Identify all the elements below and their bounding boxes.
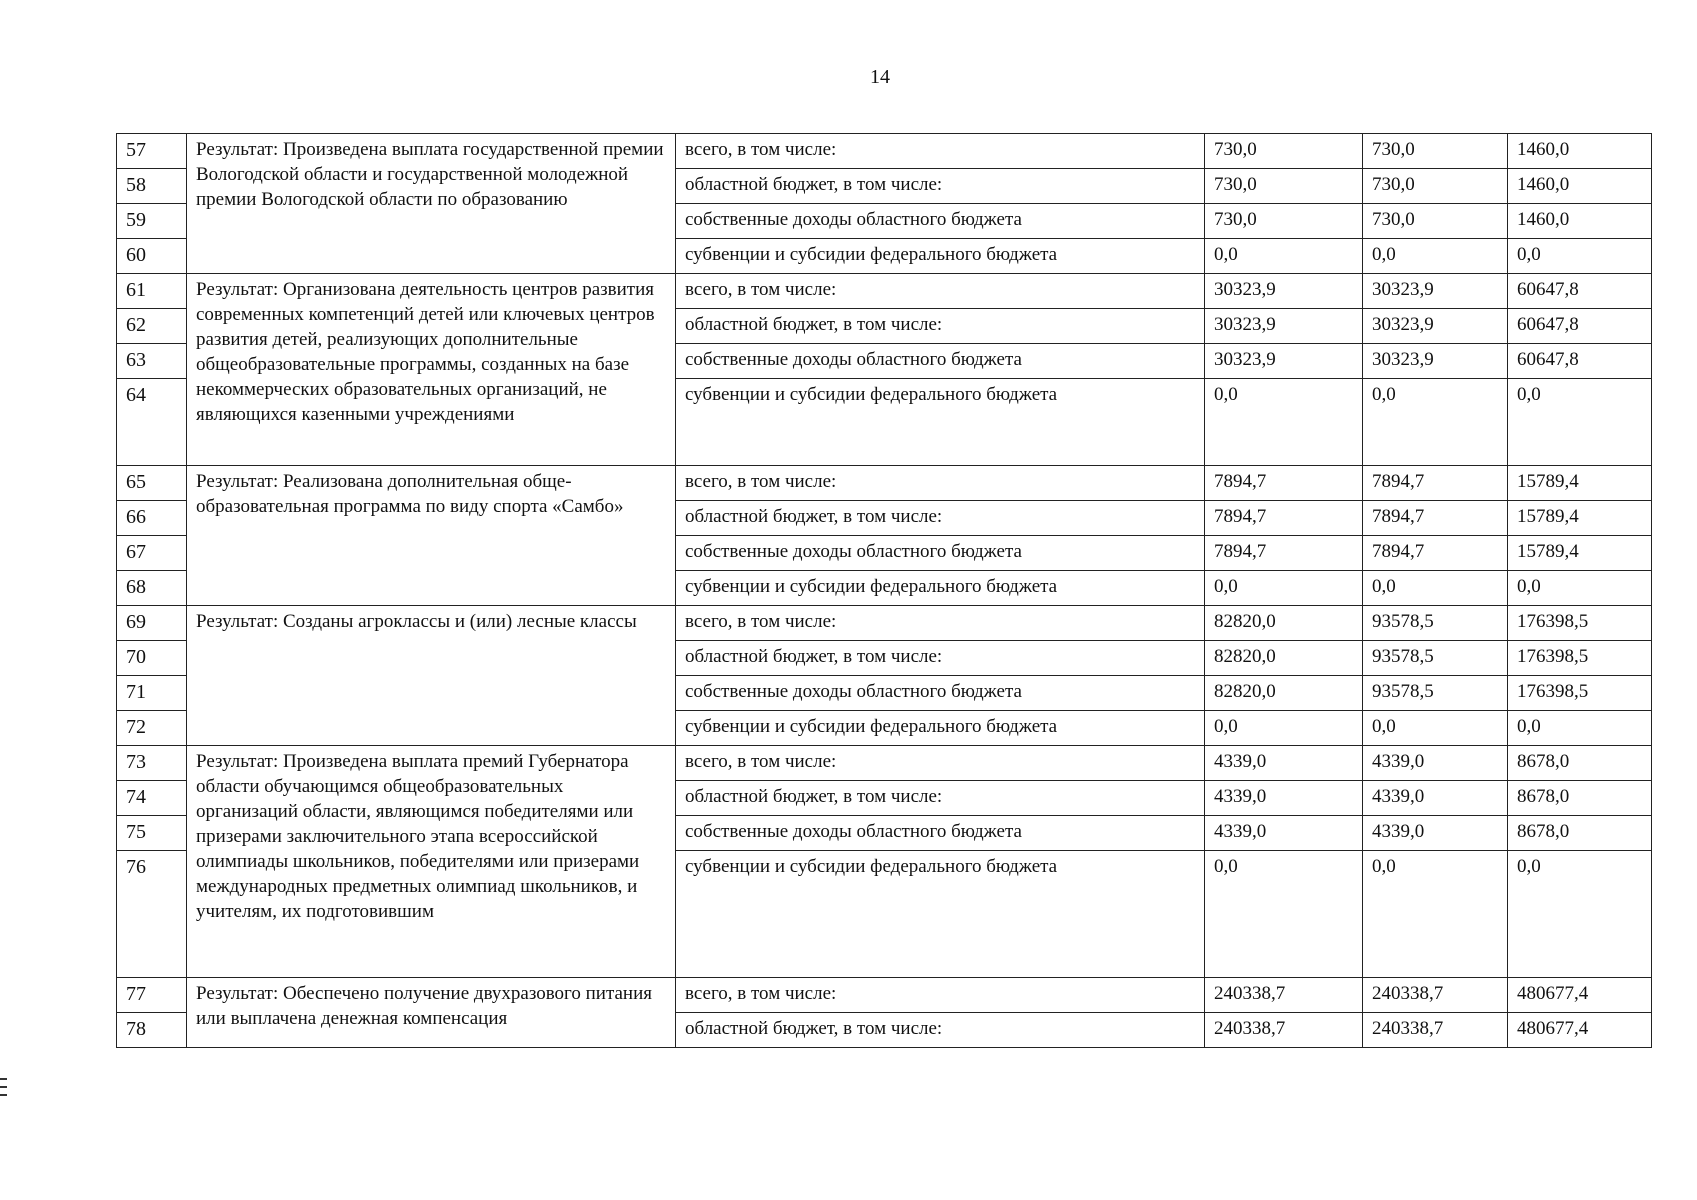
value-total: 15789,4 [1508,536,1652,571]
value-year-1: 730,0 [1205,134,1363,169]
row-number: 65 [117,466,187,501]
result-description: Результат: Организована деятельность центров развития современных компетенций детей или ключевых центров развития детей, реализующих дополнительные общеобразовательные программы, созданных на базе некоммерческих образовательных организаций, не являющихся казенными учреждениями [187,274,676,466]
value-year-2: 30323,9 [1363,274,1508,309]
row-number: 69 [117,606,187,641]
funding-source: всего, в том числе: [676,746,1205,781]
funding-source: областной бюджет, в том числе: [676,309,1205,344]
scan-edge-mark [0,1078,7,1080]
value-year-2: 240338,7 [1363,978,1508,1013]
row-number: 67 [117,536,187,571]
value-year-2: 730,0 [1363,169,1508,204]
funding-source: областной бюджет, в том числе: [676,1013,1205,1048]
value-year-2: 730,0 [1363,204,1508,239]
scan-edge-mark [0,1086,7,1088]
row-number: 68 [117,571,187,606]
row-number: 73 [117,746,187,781]
row-number: 72 [117,711,187,746]
funding-source: собственные доходы областного бюджета [676,204,1205,239]
value-total: 1460,0 [1508,134,1652,169]
funding-source: субвенции и субсидии федерального бюджета [676,851,1205,978]
value-year-1: 240338,7 [1205,1013,1363,1048]
value-year-2: 7894,7 [1363,466,1508,501]
funding-source: всего, в том числе: [676,466,1205,501]
value-total: 8678,0 [1508,781,1652,816]
row-number: 75 [117,816,187,851]
value-year-2: 7894,7 [1363,536,1508,571]
result-description: Результат: Произведена выплата государственной премии Вологодской области и государственной молодежной премии Вологодской области по образованию [187,134,676,274]
row-number: 64 [117,379,187,466]
funding-source: субвенции и субсидии федерального бюджета [676,571,1205,606]
value-year-2: 0,0 [1363,851,1508,978]
value-total: 8678,0 [1508,816,1652,851]
value-year-1: 4339,0 [1205,781,1363,816]
value-year-1: 30323,9 [1205,274,1363,309]
value-year-1: 7894,7 [1205,536,1363,571]
value-year-1: 30323,9 [1205,309,1363,344]
value-year-1: 730,0 [1205,169,1363,204]
result-description: Результат: Созданы агроклассы и (или) лесные классы [187,606,676,746]
table-row [117,978,1652,1013]
row-number: 61 [117,274,187,309]
value-year-2: 240338,7 [1363,1013,1508,1048]
budget-table [116,133,1652,1048]
value-year-2: 0,0 [1363,379,1508,466]
value-total: 60647,8 [1508,274,1652,309]
row-number: 76 [117,851,187,978]
value-year-2: 4339,0 [1363,816,1508,851]
value-year-2: 7894,7 [1363,501,1508,536]
funding-source: собственные доходы областного бюджета [676,676,1205,711]
row-number: 78 [117,1013,187,1048]
table-row [117,274,1652,309]
value-total: 1460,0 [1508,169,1652,204]
value-year-2: 0,0 [1363,571,1508,606]
value-year-2: 730,0 [1363,134,1508,169]
row-number: 66 [117,501,187,536]
value-year-1: 730,0 [1205,204,1363,239]
funding-source: собственные доходы областного бюджета [676,536,1205,571]
funding-source: всего, в том числе: [676,134,1205,169]
value-year-1: 4339,0 [1205,816,1363,851]
row-number: 57 [117,134,187,169]
value-year-1: 0,0 [1205,571,1363,606]
value-year-1: 82820,0 [1205,641,1363,676]
row-number: 58 [117,169,187,204]
value-year-2: 0,0 [1363,711,1508,746]
scan-edge-mark [0,1094,7,1096]
value-year-1: 30323,9 [1205,344,1363,379]
value-total: 0,0 [1508,239,1652,274]
value-total: 15789,4 [1508,466,1652,501]
value-year-2: 93578,5 [1363,641,1508,676]
value-total: 1460,0 [1508,204,1652,239]
value-total: 8678,0 [1508,746,1652,781]
funding-source: всего, в том числе: [676,978,1205,1013]
value-year-1: 0,0 [1205,379,1363,466]
value-total: 0,0 [1508,379,1652,466]
value-year-1: 82820,0 [1205,676,1363,711]
funding-source: всего, в том числе: [676,606,1205,641]
value-year-2: 30323,9 [1363,309,1508,344]
value-total: 0,0 [1508,571,1652,606]
value-year-2: 93578,5 [1363,676,1508,711]
funding-source: субвенции и субсидии федерального бюджета [676,379,1205,466]
page-number: 14 [870,66,890,88]
value-total: 176398,5 [1508,606,1652,641]
table-row [117,466,1652,501]
value-total: 480677,4 [1508,978,1652,1013]
row-number: 71 [117,676,187,711]
funding-source: всего, в том числе: [676,274,1205,309]
value-year-2: 0,0 [1363,239,1508,274]
value-year-1: 0,0 [1205,711,1363,746]
row-number: 63 [117,344,187,379]
value-year-1: 7894,7 [1205,466,1363,501]
value-total: 176398,5 [1508,641,1652,676]
table-row [117,134,1652,169]
funding-source: областной бюджет, в том числе: [676,641,1205,676]
value-total: 60647,8 [1508,309,1652,344]
funding-source: собственные доходы областного бюджета [676,344,1205,379]
value-year-1: 82820,0 [1205,606,1363,641]
value-year-1: 240338,7 [1205,978,1363,1013]
result-description: Результат: Произведена выплата премий Губернатора области обучающимся общеобразовательных организаций области, являющимся победителями или призерами заключительного этапа всероссийской олимпиады школьников, победителями или призерами международных предметных олимпиад школьников, и учителям, их подготовившим [187,746,676,978]
row-number: 77 [117,978,187,1013]
value-year-2: 30323,9 [1363,344,1508,379]
value-year-1: 4339,0 [1205,746,1363,781]
row-number: 59 [117,204,187,239]
value-total: 60647,8 [1508,344,1652,379]
value-year-1: 0,0 [1205,851,1363,978]
funding-source: собственные доходы областного бюджета [676,816,1205,851]
result-description: Результат: Обеспечено получение двухразового питания или выплачена денежная компенсация [187,978,676,1048]
row-number: 70 [117,641,187,676]
value-year-1: 0,0 [1205,239,1363,274]
funding-source: областной бюджет, в том числе: [676,169,1205,204]
funding-source: областной бюджет, в том числе: [676,781,1205,816]
row-number: 60 [117,239,187,274]
row-number: 74 [117,781,187,816]
value-total: 0,0 [1508,851,1652,978]
value-total: 176398,5 [1508,676,1652,711]
result-description: Результат: Реализована дополнительная общеобразовательная программа по виду спорта «Самбо» [187,466,676,606]
value-total: 15789,4 [1508,501,1652,536]
value-year-2: 4339,0 [1363,746,1508,781]
table-row [117,746,1652,781]
value-year-2: 93578,5 [1363,606,1508,641]
table-row [117,606,1652,641]
value-total: 0,0 [1508,711,1652,746]
funding-source: субвенции и субсидии федерального бюджета [676,239,1205,274]
value-total: 480677,4 [1508,1013,1652,1048]
value-year-2: 4339,0 [1363,781,1508,816]
value-year-1: 7894,7 [1205,501,1363,536]
funding-source: субвенции и субсидии федерального бюджета [676,711,1205,746]
funding-source: областной бюджет, в том числе: [676,501,1205,536]
row-number: 62 [117,309,187,344]
